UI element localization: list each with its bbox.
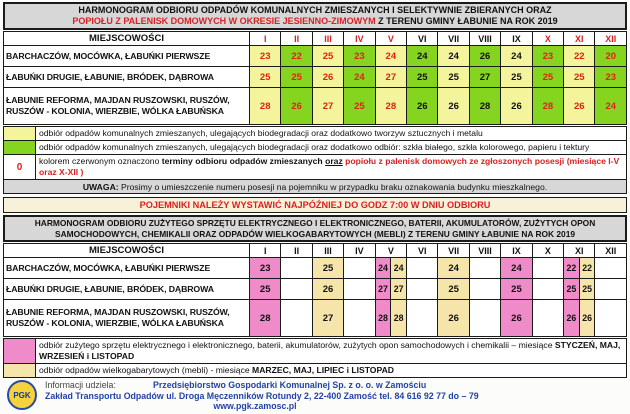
- split-halves: [376, 258, 406, 278]
- month-header: IV: [344, 32, 375, 46]
- legend-yellow-text: odbiór odpadów komunalnych zmieszanych, ulegających biodegradacji oraz dodatkowo tworzyw sztucznych i metalu: [36, 127, 627, 141]
- pickup-day-cell: 24: [407, 46, 438, 67]
- month-header: V: [375, 244, 406, 258]
- split-halves: [564, 300, 594, 336]
- electro-pickup-cell: 26: [501, 300, 532, 337]
- schedule2-row: [4, 258, 627, 279]
- cream-swatch: [4, 364, 36, 378]
- schedule2-title-line1: HARMONOGRAM ODBIORU ZUŻYTEGO SPRZĘTU ELEKTRYCZNEGO I ELEKTRONICZNEGO, BATERII, AKUMULATORÓW, ZUŻYTYCH OPON: [34, 218, 596, 228]
- schedule1-row: [4, 67, 627, 88]
- pickup-day-cell: 20: [595, 46, 627, 67]
- empty-cell: [595, 279, 627, 300]
- bulky-pickup-half: 24: [391, 258, 406, 278]
- red-zero-sample: 0: [16, 161, 23, 173]
- empty-cell: [532, 279, 563, 300]
- schedule2-month-header-row: [4, 244, 627, 258]
- footer-line1: [45, 380, 627, 391]
- pickup-day-cell: 26: [564, 88, 595, 125]
- pickup-day-cell: 24: [344, 67, 375, 88]
- places-cell: BARCHACZÓW, MOCÓWKA, ŁABUŃKI PIERWSZE: [4, 46, 250, 67]
- electro-pickup-half: 22: [564, 258, 580, 278]
- month-header: II: [281, 244, 312, 258]
- pickup-day-cell: 26: [281, 88, 312, 125]
- pickup-day-cell: 26: [438, 88, 469, 125]
- schedule1-title-line1: HARMONOGRAM ODBIORU ODPADÓW KOMUNALNYCH ZMIESZANYCH I SELEKTYWNIE ZBIERANYCH ORAZ: [78, 5, 552, 15]
- electro-pickup-half: 28: [376, 300, 392, 336]
- schedule1-row: [4, 88, 627, 125]
- electro-pickup-cell: 25: [501, 279, 532, 300]
- uwaga-text: Prosimy o umieszczenie numeru posesji na pojemniku w przypadku braku oznakowania budynku mieszkalnego.: [118, 182, 548, 192]
- schedule2-legend: [3, 338, 627, 378]
- pickup-day-cell: 26: [501, 88, 532, 125]
- month-header: XII: [595, 244, 627, 258]
- month-header: I: [250, 244, 281, 258]
- pgk-logo-icon: PGK: [7, 380, 37, 410]
- month-header: VI: [407, 32, 438, 46]
- empty-cell: [469, 300, 500, 337]
- pickup-day-cell: 26: [407, 88, 438, 125]
- schedule1-title: [3, 2, 627, 30]
- legend-row-green: [4, 141, 627, 155]
- legend-cream-normal: odbiór odpadów wielkogabarytowych (mebli) - miesiące: [39, 365, 253, 375]
- month-header: VII: [438, 32, 469, 46]
- places-cell: BARCHACZÓW, MOCÓWKA, ŁABUŃKI PIERWSZE: [4, 258, 250, 279]
- pickup-day-cell: 24: [501, 46, 532, 67]
- pickup-day-cell: 28: [532, 88, 563, 125]
- bulky-pickup-half: 26: [580, 300, 595, 336]
- schedule2-row: [4, 279, 627, 300]
- pickup-day-cell: 23: [532, 46, 563, 67]
- month-header: III: [312, 244, 343, 258]
- empty-cell: [344, 279, 375, 300]
- pickup-day-cell: 25: [281, 67, 312, 88]
- places-cell: ŁABUŃKI DRUGIE, ŁABUNIE, BRÓDEK, DĄBROWA: [4, 67, 250, 88]
- red-number-swatch: [4, 155, 36, 180]
- schedule1-table: [3, 31, 627, 125]
- pickup-day-cell: 25: [312, 46, 343, 67]
- legend-red-bold: terminy odbioru odpadów zmieszanych: [161, 156, 326, 166]
- month-header: VIII: [469, 244, 500, 258]
- schedule1-legend: [3, 126, 627, 180]
- empty-cell: [407, 258, 438, 279]
- bulky-pickup-cell: 27: [312, 300, 343, 337]
- empty-cell: [407, 279, 438, 300]
- legend-pink-text: [36, 339, 627, 364]
- footer-website: www.pgk.zamosc.pl: [213, 401, 297, 411]
- footer: [3, 378, 627, 412]
- legend-pink-normal: odbiór zużytego sprzętu elektrycznego i elektronicznego, baterii, akumulatorów, zużytych opon samochodowych i chemikalii – miesiące: [39, 340, 555, 350]
- electro-pickup-cell: 25: [250, 279, 281, 300]
- empty-cell: [281, 300, 312, 337]
- split-pickup-cell: [375, 279, 406, 300]
- month-header: VI: [407, 244, 438, 258]
- schedule2-table: [3, 243, 627, 337]
- month-header: IX: [501, 244, 532, 258]
- split-halves: [564, 279, 594, 299]
- empty-cell: [281, 258, 312, 279]
- places-cell: ŁABUNIE REFORMA, MAJDAN RUSZOWSKI, RUSZÓW, RUSZÓW - KOLONIA, WIERZBIE, WÓLKA ŁABUŃSKA: [4, 88, 250, 125]
- pickup-day-cell: 22: [564, 46, 595, 67]
- empty-cell: [281, 279, 312, 300]
- uwaga-note: [3, 180, 627, 194]
- pickup-day-cell: 28: [469, 88, 500, 125]
- legend-pink-months: STYCZEŃ, MAJ, WRZESIEŃ i LISTOPAD: [39, 340, 621, 361]
- legend-red-underline: oraz: [325, 156, 343, 166]
- empty-cell: [407, 300, 438, 337]
- legend-cream-months: MARZEC, MAJ, LIPIEC i LISTOPAD: [252, 365, 394, 375]
- split-pickup-cell: [564, 279, 595, 300]
- pickup-day-cell: 25: [438, 67, 469, 88]
- pickup-day-cell: 22: [281, 46, 312, 67]
- pickup-day-cell: 24: [438, 46, 469, 67]
- empty-cell: [532, 300, 563, 337]
- pickup-day-cell: 24: [595, 88, 627, 125]
- empty-cell: [595, 300, 627, 337]
- pickup-day-cell: 25: [501, 67, 532, 88]
- empty-cell: [469, 258, 500, 279]
- pickup-day-cell: 23: [344, 46, 375, 67]
- split-halves: [376, 300, 406, 336]
- pickup-day-cell: 24: [375, 46, 406, 67]
- green-swatch: [4, 141, 36, 155]
- pickup-day-cell: 28: [250, 88, 281, 125]
- places-header: MIEJSCOWOŚCI: [4, 244, 250, 258]
- pickup-day-cell: 25: [250, 67, 281, 88]
- bulky-pickup-cell: 25: [312, 258, 343, 279]
- bulky-pickup-cell: 26: [312, 279, 343, 300]
- schedule1-title-line2: [7, 16, 623, 27]
- bulky-pickup-half: 25: [580, 279, 595, 299]
- bulky-pickup-cell: 26: [438, 300, 469, 337]
- pickup-day-cell: 26: [469, 46, 500, 67]
- pickup-day-cell: 27: [469, 67, 500, 88]
- pickup-day-cell: 23: [250, 46, 281, 67]
- month-header: XI: [564, 32, 595, 46]
- electro-pickup-cell: 23: [250, 258, 281, 279]
- electro-pickup-half: 25: [564, 279, 580, 299]
- pickup-day-cell: 27: [375, 67, 406, 88]
- schedule1-row: [4, 46, 627, 67]
- containers-out-banner: POJEMNIKI NALEŻY WYSTAWIĆ NAJPÓŹNIEJ DO GODZ 7:00 W DNIU ODBIORU: [3, 197, 627, 213]
- month-header: IV: [344, 244, 375, 258]
- pickup-day-cell: 25: [532, 67, 563, 88]
- split-halves: [564, 258, 594, 278]
- month-header: VIII: [469, 32, 500, 46]
- schedule2-title-line2: SAMOCHODOWYCH, CHEMIKALII ORAZ ODPADÓW WIELKOGABARYTOWYCH (MEBLI) Z TERENU GMINY ŁABUNIE NA ROK 2019: [54, 228, 576, 239]
- split-pickup-cell: [564, 300, 595, 337]
- footer-contact: [45, 380, 627, 412]
- empty-cell: [469, 279, 500, 300]
- legend-cream-text: [36, 364, 627, 378]
- pickup-day-cell: 23: [595, 67, 627, 88]
- pickup-day-cell: 25: [407, 67, 438, 88]
- month-header: XII: [595, 32, 627, 46]
- empty-cell: [595, 258, 627, 279]
- empty-cell: [532, 258, 563, 279]
- legend-red-normal: kolorem czerwonym oznaczono: [39, 156, 162, 166]
- pickup-day-cell: 28: [375, 88, 406, 125]
- bulky-pickup-half: 28: [391, 300, 406, 336]
- month-header: III: [312, 32, 343, 46]
- split-halves: [376, 279, 406, 299]
- uwaga-label: UWAGA:: [82, 182, 119, 192]
- places-header: MIEJSCOWOŚCI: [4, 32, 250, 46]
- legend-row-cream: [4, 364, 627, 378]
- pickup-day-cell: 25: [344, 88, 375, 125]
- legend-red-text: [36, 155, 627, 180]
- electro-pickup-cell: 28: [250, 300, 281, 337]
- month-header: VII: [438, 244, 469, 258]
- bulky-pickup-half: 22: [580, 258, 595, 278]
- empty-cell: [344, 300, 375, 337]
- month-header: V: [375, 32, 406, 46]
- schedule2-row: [4, 300, 627, 337]
- footer-label: Informacji udziela:: [45, 380, 116, 390]
- places-cell: ŁABUŃKI DRUGIE, ŁABUNIE, BRÓDEK, DĄBROWA: [4, 279, 250, 300]
- electro-pickup-half: 24: [376, 258, 392, 278]
- bulky-pickup-cell: 24: [438, 258, 469, 279]
- bulky-pickup-cell: 25: [438, 279, 469, 300]
- split-pickup-cell: [564, 258, 595, 279]
- footer-company: Przedsiębiorstwo Gospodarki Komunalnej Sp. z o. o. w Zamościu: [153, 380, 427, 390]
- electro-pickup-cell: 24: [501, 258, 532, 279]
- electro-pickup-half: 26: [564, 300, 580, 336]
- month-header: II: [281, 32, 312, 46]
- month-header: X: [532, 32, 563, 46]
- month-header: XI: [564, 244, 595, 258]
- month-header: X: [532, 244, 563, 258]
- pickup-day-cell: 25: [564, 67, 595, 88]
- month-header: I: [250, 32, 281, 46]
- pickup-day-cell: 26: [312, 67, 343, 88]
- legend-row-red-dates: [4, 155, 627, 180]
- bulky-pickup-half: 27: [391, 279, 406, 299]
- electro-pickup-half: 27: [376, 279, 392, 299]
- legend-row-yellow: [4, 127, 627, 141]
- footer-address: Zakład Transportu Odpadów ul. Droga Męczenników Rotundy 2, 22-400 Zamość tel. 84 616 92 77 do – 79: [45, 390, 479, 401]
- places-cell: ŁABUNIE REFORMA, MAJDAN RUSZOWSKI, RUSZÓW, RUSZÓW - KOLONIA, WIERZBIE, WÓLKA ŁABUŃSKA: [4, 300, 250, 337]
- schedule2-title: [3, 215, 627, 242]
- pickup-day-cell: 27: [312, 88, 343, 125]
- empty-cell: [344, 258, 375, 279]
- legend-red-redtext: popiołu z palenisk domowych ze zgłoszonych posesji (miesiące I-V oraz X-XII ): [39, 156, 620, 177]
- pink-swatch: [4, 339, 36, 364]
- schedule1-title-territory: Z TERENU GMINY ŁABUNIE NA ROK 2019: [375, 16, 558, 26]
- legend-green-text: odbiór odpadów komunalnych zmieszanych, ulegających biodegradacji oraz dodatkowo odbiór: szkła białego, szkła kolorowego, papieru i tektury: [36, 141, 627, 155]
- split-pickup-cell: [375, 258, 406, 279]
- month-header: IX: [501, 32, 532, 46]
- split-pickup-cell: [375, 300, 406, 337]
- schedule1-month-header-row: [4, 32, 627, 46]
- schedule1-title-ash-period: POPIOŁU Z PALENISK DOMOWYCH W OKRESIE JESIENNO-ZIMOWYM: [72, 16, 376, 26]
- yellow-swatch: [4, 127, 36, 141]
- legend-row-pink: [4, 339, 627, 364]
